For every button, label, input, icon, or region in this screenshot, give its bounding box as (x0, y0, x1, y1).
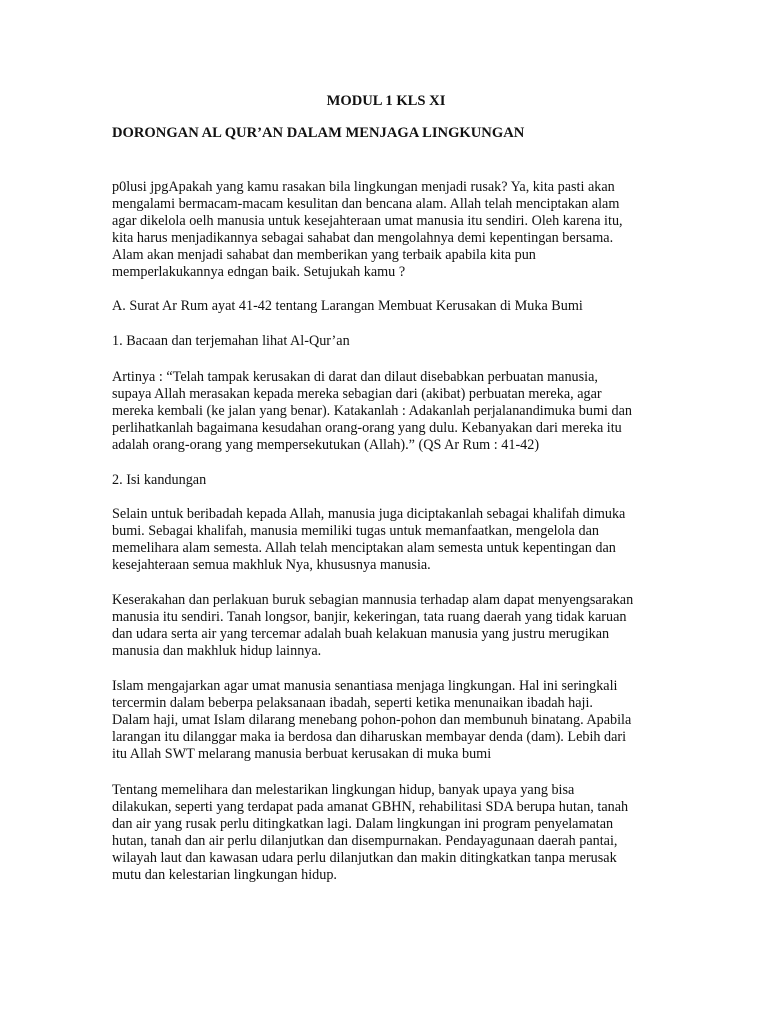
text-line: A. Surat Ar Rum ayat 41-42 tentang Larangan Membuat Kerusakan di Muka Bumi (112, 298, 583, 314)
text-line: manusia itu sendiri. Tanah longsor, banjir, kekeringan, tata ruang daerah yang tidak karuan (112, 609, 627, 625)
paragraph-intro (112, 179, 660, 281)
text-line: kesejahteraan semua makhluk Nya, khususnya manusia. (112, 557, 431, 573)
text-line: 1. Bacaan dan terjemahan lihat Al-Qur’an (112, 333, 350, 349)
text-line: supaya Allah merasakan kepada mereka sebagian dari (akibat) perbuatan mereka, agar (112, 386, 602, 402)
text-line: tercermin dalam beberpa pelaksanaan ibadah, seperti ketika menunaikan ibadah haji. (112, 695, 593, 711)
text-line: bumi. Sebagai khalifah, manusia memiliki tugas untuk memanfaatkan, mengelola dan (112, 523, 599, 539)
subheading-bacaan (112, 333, 660, 350)
text-line: Tentang memelihara dan melestarikan lingkungan hidup, banyak upaya yang bisa (112, 782, 575, 798)
paragraph-islam (112, 678, 660, 763)
text-line: hutan, tanah dan air perlu dilanjutkan dan disempurnakan. Pendayagunaan daerah pantai, (112, 833, 618, 849)
text-line: p0lusi jpgApakah yang kamu rasakan bila lingkungan menjadi rusak? Ya, kita pasti akan (112, 179, 615, 195)
text-line: Selain untuk beribadah kepada Allah, manusia juga diciptakanlah sebagai khalifah dimuka (112, 506, 626, 522)
paragraph-keserakahan (112, 592, 660, 660)
text-line: mereka kembali (ke jalan yang benar). Katakanlah : Adakanlah perjalanandimuka bumi dan (112, 403, 632, 419)
text-line: wilayah laut dan kawasan udara perlu dilanjutkan dan makin ditingkatkan tanpa merusak (112, 850, 617, 866)
text-line: mengalami bermacam-macam kesulitan dan bencana alam. Allah telah menciptakan alam (112, 196, 620, 212)
text-line: Artinya : “Telah tampak kerusakan di darat dan dilaut disebabkan perbuatan manusia, (112, 369, 598, 385)
text-line: kita harus menjadikannya sebagai sahabat dan mengolahnya demi kepentingan bersama. (112, 230, 614, 246)
text-line: agar dikelola oelh manusia untuk kesejahteraan umat manusia itu sendiri. Oleh karena itu, (112, 213, 623, 229)
text-line: Alam akan menjadi sahabat dan memberikan yang terbaik apabila kita pun (112, 247, 536, 263)
text-line: adalah orang-orang yang mempersekutukan (Allah).” (QS Ar Rum : 41-42) (112, 437, 540, 453)
text-line: larangan itu dilanggar maka ia berdosa dan diharuskan membayar denda (dam). Lebih dari (112, 729, 627, 745)
paragraph-khalifah (112, 506, 660, 574)
document-subtitle: DORONGAN AL QUR’AN DALAM MENJAGA LINGKUNGAN (112, 125, 525, 141)
paragraph-gbhn (112, 782, 660, 884)
document-title: MODUL 1 KLS XI (326, 93, 446, 109)
section-heading-a (112, 298, 660, 315)
paragraph-artinya (112, 369, 660, 454)
text-line: Islam mengajarkan agar umat manusia senantiasa menjaga lingkungan. Hal ini seringkali (112, 678, 618, 694)
text-line: memelihara alam semesta. Allah telah menciptakan alam semesta untuk kepentingan dan (112, 540, 616, 556)
text-line: perlihatkanlah bagaimana kesudahan orang-orang yang dulu. Kebanyakan dari mereka itu (112, 420, 622, 436)
text-line: dan udara serta air yang tercemar adalah buah kelakuan manusia yang justru merugikan (112, 626, 610, 642)
text-line: dilakukan, seperti yang terdapat pada amanat GBHN, rehabilitasi SDA berupa hutan, tanah (112, 799, 629, 815)
text-line: itu Allah SWT melarang manusia berbuat kerusakan di muka bumi (112, 746, 492, 762)
text-line: Keserakahan dan perlakuan buruk sebagian mannusia terhadap alam dapat menyengsarakan (112, 592, 634, 608)
text-line: memperlakukannya edngan baik. Setujukah kamu ? (112, 264, 406, 280)
subheading-isi-kandungan (112, 472, 660, 489)
text-line: dan air yang rusak perlu ditingkatkan lagi. Dalam lingkungan ini program penyelamatan (112, 816, 614, 832)
text-line: 2. Isi kandungan (112, 472, 207, 488)
text-line: mutu dan kelestarian lingkungan hidup. (112, 867, 337, 883)
text-line: manusia dan makhluk hidup lainnya. (112, 643, 322, 659)
text-line: Dalam haji, umat Islam dilarang menebang pohon-pohon dan membunuh binatang. Apabila (112, 712, 632, 728)
